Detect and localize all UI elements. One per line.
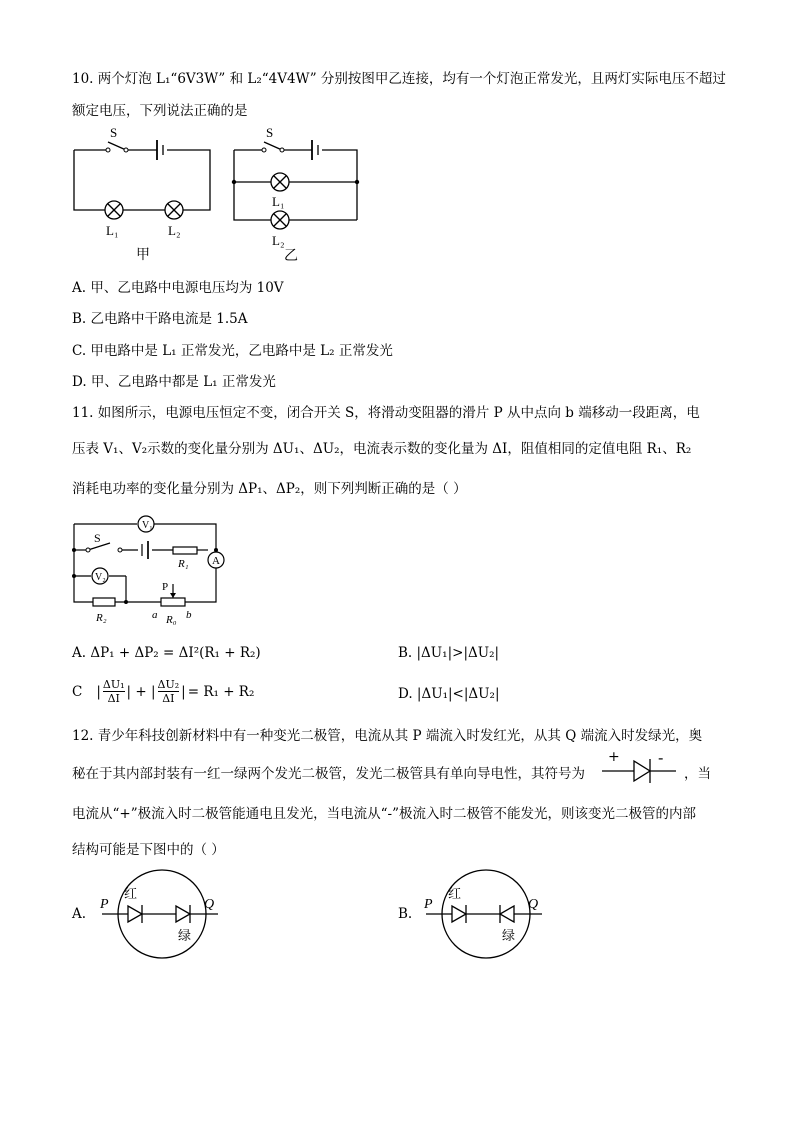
a-red-label: 红 xyxy=(124,887,138,902)
r2-label: R₂ xyxy=(96,612,107,624)
yi-caption: 乙 xyxy=(284,249,298,264)
diode-minus-sign: - xyxy=(658,749,664,767)
q12-option-a-letter: A. xyxy=(72,906,87,922)
q11-stem-line3: 消耗电功率的变化量分别为 ΔP₁、ΔP₂，则下列判断正确的是（ ） xyxy=(72,481,467,497)
q10-option-b: B. 乙电路中干路电流是 1.5A xyxy=(72,311,248,327)
q11-option-c: C | $\frac{\text{ΔU₁}}{\Delta I}$ | + | $\frac{\text{ΔU₂}}{\Delta I}$ | = R₁ + R₂ xyxy=(72,678,255,705)
q11-option-c-letter: C xyxy=(72,683,83,700)
q10-stem-line2: 额定电压，下列说法正确的是 xyxy=(72,103,248,119)
q10-option-d: D. 甲、乙电路中都是 L₁ 正常发光 xyxy=(72,374,276,390)
q11-option-a: A. ΔP₁ + ΔP₂ = ΔI²(R₁ + R₂) xyxy=(72,645,261,661)
q10-option-a: A. 甲、乙电路中电源电压均为 10V xyxy=(72,280,284,296)
q11-switch-label: S xyxy=(94,531,101,545)
r0-label: R₀ xyxy=(166,614,177,626)
ammeter-label: A xyxy=(212,555,220,567)
a-p-label: P xyxy=(100,897,109,912)
q12-option-b-letter: B. xyxy=(398,906,413,922)
yi-lamp2-label: L₂ xyxy=(272,233,285,248)
yi-lamp1-label: L₁ xyxy=(272,194,285,209)
circuit-figure-q11 xyxy=(60,510,240,630)
q10-option-c: C. 甲电路中是 L₁ 正常发光，乙电路中是 L₂ 正常发光 xyxy=(72,343,393,359)
jia-lamp1-label: L₁ xyxy=(106,223,119,238)
jia-caption: 甲 xyxy=(136,248,150,263)
q12-option-b-diagram xyxy=(418,868,568,964)
a-q-label: Q xyxy=(204,897,215,912)
q10-stem-line1: 10. 两个灯泡 L₁“6V3W” 和 L₂“4V4W” 分别按图甲乙连接，均有一个灯泡正常发光，且两灯实际电压不超过 xyxy=(72,71,726,87)
b-p-label: P xyxy=(424,897,433,912)
c-frac2-denominator: ΔI xyxy=(158,691,180,705)
a-green-label: 绿 xyxy=(178,929,192,944)
b-q-label: Q xyxy=(528,897,539,912)
terminal-b-label: b xyxy=(186,609,192,621)
circuit-figure-yi xyxy=(222,125,372,265)
q12-stem-line4: 结构可能是下图中的（ ） xyxy=(72,842,225,858)
c-frac2-numerator: ΔU₂ xyxy=(157,678,180,691)
slider-p-label: P xyxy=(162,581,169,593)
b-green-label: 绿 xyxy=(502,929,516,944)
b-red-label: 红 xyxy=(448,887,462,902)
q12-stem-line3: 电流从“+”极流入时二极管能通电且发光，当电流从“-”极流入时二极管不能发光，则该变光二极管的内部 xyxy=(72,806,696,822)
r1-label: R₁ xyxy=(178,558,189,570)
circuit-figure-jia xyxy=(60,125,220,265)
q11-stem-line1: 11. 如图所示，电源电压恒定不变，闭合开关 S，将滑动变阻器的滑片 P 从中点向 b 端移动一段距离，电 xyxy=(72,405,700,421)
yi-switch-label: S xyxy=(266,125,274,140)
jia-switch-label: S xyxy=(110,125,118,140)
c-frac1-denominator: ΔI xyxy=(103,691,125,705)
q12-option-a-diagram xyxy=(94,868,244,964)
q12-stem-line1: 12. 青少年科技创新材料中有一种变光二极管，电流从其 P 端流入时发红光，从其 Q 端流入时发绿光，奥 xyxy=(72,728,703,744)
q11-option-b: B. |ΔU₁|>|ΔU₂| xyxy=(398,645,500,661)
q11-option-d: D. |ΔU₁|<|ΔU₂| xyxy=(398,686,500,702)
q11-stem-line2: 压表 V₁、V₂示数的变化量分别为 ΔU₁、ΔU₂，电流表示数的变化量为 ΔI，阻值相同的定值电阻 R₁、R₂ xyxy=(72,441,692,457)
q12-stem-line2: 秘在于其内部封装有一红一绿两个发光二极管，发光二极管具有单向导电性，其符号为 xyxy=(72,766,585,782)
diode-plus-sign: + xyxy=(608,749,620,765)
q12-stem-line2-end: ，当 xyxy=(684,766,711,782)
voltmeter-v1-label: V₁ xyxy=(142,520,153,531)
voltmeter-v2-label: V₂ xyxy=(95,572,106,583)
jia-lamp2-label: L₂ xyxy=(168,223,181,238)
c-frac1-numerator: ΔU₁ xyxy=(102,678,125,691)
c-rhs: = R₁ + R₂ xyxy=(187,683,255,700)
terminal-a-label: a xyxy=(152,609,158,621)
diode-symbol xyxy=(598,749,680,787)
